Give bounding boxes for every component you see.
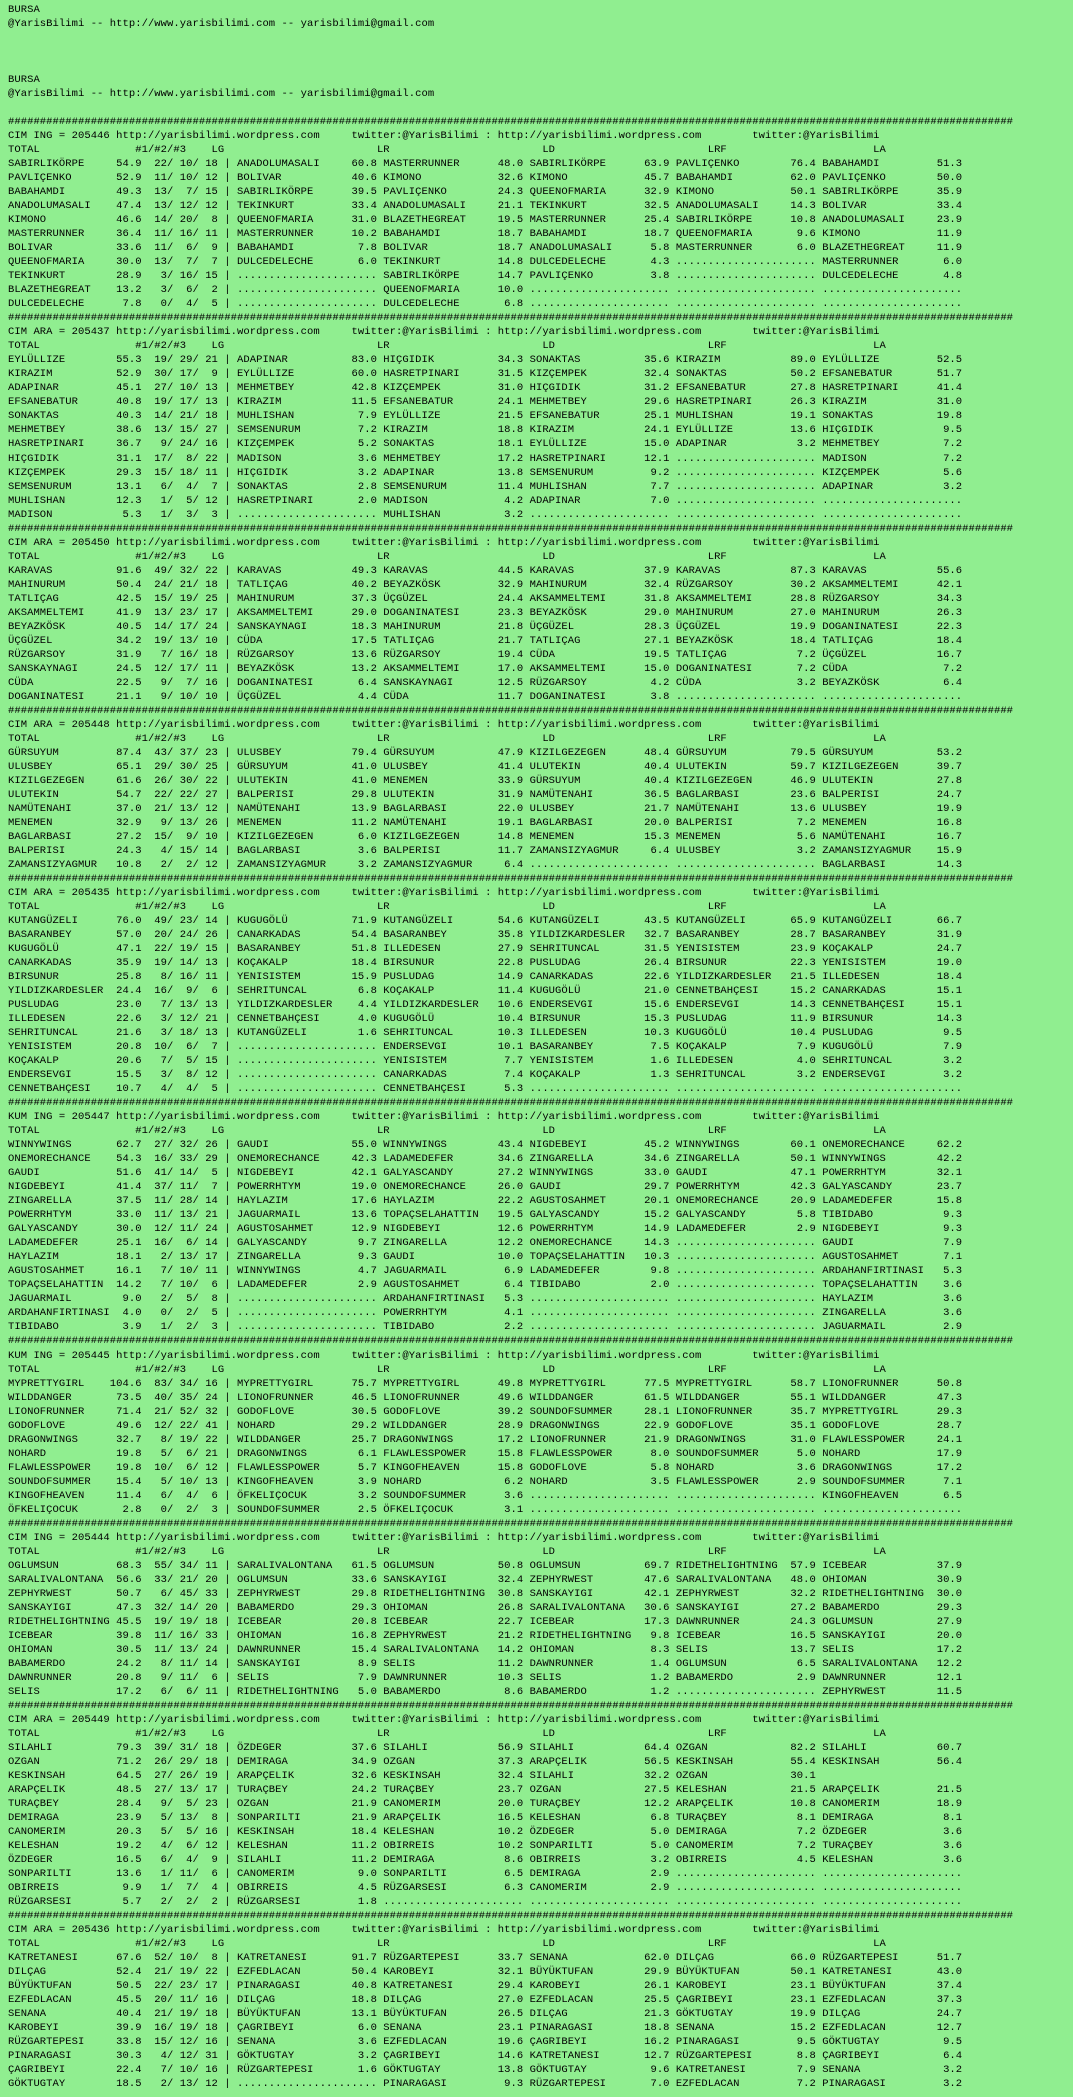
horse-row-line: CANOMERIM 20.3 5/ 5/ 16 | KESKINSAH 18.4 KELESHAN 10.2 ÖZDEGER 5.0 DEMIRAGA 7.2 ÖZDEGER 3.6 [8, 1826, 963, 1839]
horse-row-line: ZINGARELLA 37.5 11/ 28/ 14 | HAYLAZIM 17.6 HAYLAZIM 22.2 AGUSTOSAHMET 20.1 ONEMORECHANCE 20.9 LADAMEDEFER 15.8 [8, 1195, 963, 1208]
blank-line [8, 45, 1073, 59]
horse-row-line: FLAWLESSPOWER 19.8 10/ 6/ 12 | FLAWLESSPOWER 5.7 KINGOFHEAVEN 15.8 GODOFLOVE 5.8 NOHARD 3.6 DRAGONWINGS 17.2 [8, 1461, 963, 1474]
horse-row-line: LIONOFRUNNER 71.4 21/ 52/ 32 | GODOFLOVE 30.5 GODOFLOVE 39.2 SOUNDOFSUMMER 28.1 LIONOFRUNNER 35.7 MYPRETTYGIRL 29.3 [8, 1405, 963, 1418]
horse-row-line: PINARAGASI 30.3 4/ 12/ 31 | GÖKTUGTAY 3.2 ÇAGRIBEYI 14.6 KATRETANESI 12.7 RÜZGARTEPESI 8.8 ÇAGRIBEYI 6.4 [8, 2050, 963, 2063]
horse-row-line: OZGAN 71.2 26/ 29/ 18 | DEMIRAGA 34.9 OZGAN 37.3 ARAPÇELIK 56.5 KESKINSAH 55.4 KESKINSAH 56.4 [8, 1755, 963, 1768]
column-header-line: TOTAL #1/#2/#3 LG LR LD LRF LA [8, 1727, 886, 1740]
horse-row-line: MENEMEN 32.9 9/ 13/ 26 | MENEMEN 11.2 NAMÜTENAHI 19.1 BAGLARBASI 20.0 BALPERISI 7.2 MENEMEN 16.8 [8, 816, 963, 829]
horse-row-line: ÜÇGÜZEL 34.2 19/ 13/ 10 | CÜDA 17.5 TATLIÇAG 21.7 TATLIÇAG 27.1 BEYAZKÖSK 18.4 TATLIÇAG 18.4 [8, 634, 963, 647]
horse-row-line: ARDAHANFIRTINASI 4.0 0/ 2/ 5 | ...................... POWERRHTYM 4.1 ...................... ...................... ZINGARELLA 3.6 [8, 1307, 963, 1320]
horse-row-line: BABAMERDO 24.2 8/ 11/ 14 | SANSKAYIGI 8.9 SELIS 11.2 DAWNRUNNER 1.4 OGLUMSUN 6.5 SARALIVALONTANA 12.2 [8, 1657, 963, 1670]
horse-row-line: KINGOFHEAVEN 11.4 6/ 4/ 6 | ÖFKELIÇOCUK 3.2 SOUNDOFSUMMER 3.6 ...................... ...................... KINGOFHEAVEN 6.5 [8, 1489, 963, 1502]
race-header-line: CIM ARA = 205435 http://yarisbilimi.wordpress.com twitter:@YarisBilimi : http://yarisbilimi.wordpress.com twitter:@YarisBilimi [8, 886, 880, 899]
horse-row-line: SARALIVALONTANA 56.6 33/ 21/ 20 | OGLUMSUN 33.6 SANSKAYIGI 32.4 ZEPHYRWEST 47.6 SARALIVALONTANA 48.0 OHIOMAN 30.9 [8, 1573, 963, 1586]
horse-row-line: OGLUMSUN 68.3 55/ 34/ 11 | SARALIVALONTANA 61.5 OGLUMSUN 50.8 OGLUMSUN 69.7 RIDETHELIGHTNING 57.9 ICEBEAR 37.9 [8, 1559, 963, 1572]
horse-row-line: SANSKAYNAGI 24.5 12/ 17/ 11 | BEYAZKÖSK 13.2 AKSAMMELTEMI 17.0 AKSAMMELTEMI 15.0 DOGANINATESI 7.2 CÜDA 7.2 [8, 662, 963, 675]
horse-row-line: ONEMORECHANCE 54.3 16/ 33/ 29 | ONEMORECHANCE 42.3 LADAMEDEFER 34.6 ZINGARELLA 34.6 ZINGARELLA 50.1 WINNYWINGS 42.2 [8, 1153, 963, 1166]
horse-row-line: MAHINURUM 50.4 24/ 21/ 18 | TATLIÇAG 40.2 BEYAZKÖSK 32.9 MAHINURUM 32.4 RÜZGARSOY 30.2 AKSAMMELTEMI 42.1 [8, 578, 963, 591]
horse-row-line: ÇAGRIBEYI 22.4 7/ 10/ 16 | RÜZGARTEPESI 1.6 GÖKTUGTAY 13.8 GÖKTUGTAY 9.6 KATRETANESI 7.9 SENANA 3.2 [8, 2064, 963, 2077]
separator-line: ############################################################################################################################################################## [8, 1517, 1014, 1530]
horse-row-line: RÜZGARTEPESI 33.8 15/ 12/ 16 | SENANA 3.6 EZFEDLACAN 19.6 ÇAGRIBEYI 16.2 PINARAGASI 9.5 GÖKTUGTAY 9.5 [8, 2036, 963, 2049]
blank-line [8, 31, 1073, 45]
horse-row-line: DAWNRUNNER 20.8 9/ 11/ 6 | SELIS 7.9 DAWNRUNNER 10.3 SELIS 1.2 BABAMERDO 2.9 DAWNRUNNER 12.1 [8, 1671, 963, 1684]
horse-row-line: KOÇAKALP 20.6 7/ 5/ 15 | ...................... YENISISTEM 7.7 YENISISTEM 1.6 ILLEDESEN 4.0 SEHRITUNCAL 3.2 [8, 1055, 963, 1068]
separator-line: ############################################################################################################################################################## [8, 116, 1014, 129]
race-header-line: CIM ING = 205446 http://yarisbilimi.wordpress.com twitter:@YarisBilimi : http://yarisbilimi.wordpress.com twitter:@YarisBilimi [8, 130, 880, 143]
separator-line: ############################################################################################################################################################## [8, 872, 1014, 885]
column-header-line: TOTAL #1/#2/#3 LG LR LD LRF LA [8, 550, 886, 563]
horse-row-line: KATRETANESI 67.6 52/ 10/ 8 | KATRETANESI 91.7 RÜZGARTEPESI 33.7 SENANA 62.0 DILÇAG 66.0 RÜZGARTEPESI 51.7 [8, 1952, 963, 1965]
horse-row-line: MASTERRUNNER 36.4 11/ 16/ 11 | MASTERRUNNER 10.2 BABAHAMDI 18.7 BABAHAMDI 18.7 QUEENOFMARIA 9.6 KIMONO 11.9 [8, 228, 963, 241]
race-header-line: CIM ARA = 205448 http://yarisbilimi.wordpress.com twitter:@YarisBilimi : http://yarisbilimi.wordpress.com twitter:@YarisBilimi [8, 718, 880, 731]
horse-row-line: SOUNDOFSUMMER 15.4 5/ 10/ 13 | KINGOFHEAVEN 3.9 NOHARD 6.2 NOHARD 3.5 FLAWLESSPOWER 2.9 SOUNDOFSUMMER 7.1 [8, 1475, 963, 1488]
separator-line: ############################################################################################################################################################## [8, 1097, 1014, 1110]
horse-row-line: WILDDANGER 73.5 40/ 35/ 24 | LIONOFRUNNER 46.5 LIONOFRUNNER 49.6 WILDDANGER 61.5 WILDDANGER 55.1 WILDDANGER 47.3 [8, 1391, 963, 1404]
horse-row-line: BOLIVAR 33.6 11/ 6/ 9 | BABAHAMDI 7.8 BOLIVAR 18.7 ANADOLUMASALI 5.8 MASTERRUNNER 6.0 BLAZETHEGREAT 11.9 [8, 242, 963, 255]
horse-row-line: RIDETHELIGHTNING 45.5 19/ 19/ 18 | ICEBEAR 20.8 ICEBEAR 22.7 ICEBEAR 17.3 DAWNRUNNER 24.3 OGLUMSUN 27.9 [8, 1615, 963, 1628]
horse-row-line: KIZILGEZEGEN 61.6 26/ 30/ 22 | ULUTEKIN 41.0 MENEMEN 33.9 GÜRSUYUM 40.4 KIZILGEZEGEN 46.9 ULUTEKIN 27.8 [8, 774, 963, 787]
horse-row-line: PAVLIÇENKO 52.9 11/ 10/ 12 | BOLIVAR 40.6 KIMONO 32.6 KIMONO 45.7 BABAHAMDI 62.0 PAVLIÇENKO 50.0 [8, 172, 963, 185]
horse-row-line: TEKINKURT 28.9 3/ 16/ 15 | ...................... SABIRLIKÖRPE 14.7 PAVLIÇENKO 3.8 ...................... DULCEDELECHE 4.8 [8, 270, 963, 283]
text-line: @YarisBilimi -- http://www.yarisbilimi.com -- yarisbilimi@gmail.com [8, 18, 435, 31]
horse-row-line: KUTANGÜZELI 76.0 49/ 23/ 14 | KUGUGÖLÜ 71.9 KUTANGÜZELI 54.6 KUTANGÜZELI 43.5 KUTANGÜZELI 65.9 KUTANGÜZELI 66.7 [8, 915, 963, 928]
horse-row-line: BIRSUNUR 25.8 8/ 16/ 11 | YENISISTEM 15.9 PUSLUDAG 14.9 CANARKADAS 22.6 YILDIZKARDESLER 21.5 ILLEDESEN 18.4 [8, 971, 963, 984]
race-header-line: KUM ING = 205447 http://yarisbilimi.wordpress.com twitter:@YarisBilimi : http://yarisbilimi.wordpress.com twitter:@YarisBilimi [8, 1111, 880, 1124]
horse-row-line: KESKINSAH 64.5 27/ 26/ 19 | ARAPÇELIK 32.6 KESKINSAH 32.4 SILAHLI 32.2 OZGAN 30.1 [8, 1769, 816, 1782]
column-header-line: TOTAL #1/#2/#3 LG LR LD LRF LA [8, 340, 886, 353]
horse-row-line: ANADOLUMASALI 47.4 13/ 12/ 12 | TEKINKURT 33.4 ANADOLUMASALI 21.1 TEKINKURT 32.5 ANADOLUMASALI 14.3 BOLIVAR 33.4 [8, 200, 963, 213]
horse-row-line: KARAVAS 91.6 49/ 32/ 22 | KARAVAS 49.3 KARAVAS 44.5 KARAVAS 37.9 KARAVAS 87.3 KARAVAS 55.6 [8, 564, 963, 577]
horse-row-line: ZAMANSIZYAGMUR 10.8 2/ 2/ 12 | ZAMANSIZYAGMUR 3.2 ZAMANSIZYAGMUR 6.4 ...................... ...................... BAGLARBASI 14.3 [8, 858, 963, 871]
race-header-line: CIM ARA = 205436 http://yarisbilimi.wordpress.com twitter:@YarisBilimi : http://yarisbilimi.wordpress.com twitter:@YarisBilimi [8, 1924, 880, 1937]
horse-row-line: HASRETPINARI 36.7 9/ 24/ 16 | KIZÇEMPEK 5.2 SONAKTAS 18.1 EYLÜLLIZE 15.0 ADAPINAR 3.2 MEHMETBEY 7.2 [8, 438, 963, 451]
text-line: @YarisBilimi -- http://www.yarisbilimi.com -- yarisbilimi@gmail.com [8, 88, 435, 101]
race-header-line: KUM ING = 205445 http://yarisbilimi.wordpress.com twitter:@YarisBilimi : http://yarisbilimi.wordpress.com twitter:@YarisBilimi [8, 1349, 880, 1362]
horse-row-line: SANSKAYIGI 47.3 32/ 14/ 20 | BABAMERDO 29.3 OHIOMAN 26.8 SARALIVALONTANA 30.6 SANSKAYIGI 27.2 BABAMERDO 29.3 [8, 1601, 963, 1614]
horse-row-line: BLAZETHEGREAT 13.2 3/ 6/ 2 | ...................... QUEENOFMARIA 10.0 ...................... ...................... ...................... [8, 284, 963, 297]
race-header-line: CIM ING = 205444 http://yarisbilimi.wordpress.com twitter:@YarisBilimi : http://yarisbilimi.wordpress.com twitter:@YarisBilimi [8, 1531, 880, 1544]
text-line: BURSA [8, 74, 40, 87]
horse-row-line: WINNYWINGS 62.7 27/ 32/ 26 | GAUDI 55.0 WINNYWINGS 43.4 NIGDEBEYI 45.2 WINNYWINGS 60.1 ONEMORECHANCE 62.2 [8, 1139, 963, 1152]
horse-row-line: SEMSENURUM 13.1 6/ 4/ 7 | SONAKTAS 2.8 SEMSENURUM 11.4 MUHLISHAN 7.7 ...................... ADAPINAR 3.2 [8, 480, 963, 493]
horse-row-line: ÖFKELIÇOCUK 2.8 0/ 2/ 3 | SOUNDOFSUMMER 2.5 ÖFKELIÇOCUK 3.1 ...................... ...................... ...................... [8, 1503, 963, 1516]
separator-line: ############################################################################################################################################################## [8, 1699, 1014, 1712]
horse-row-line: EFSANEBATUR 40.8 19/ 17/ 13 | KIRAZIM 11.5 EFSANEBATUR 24.1 MEHMETBEY 29.6 HASRETPINARI 26.3 KIRAZIM 31.0 [8, 396, 963, 409]
horse-row-line: BAGLARBASI 27.2 15/ 9/ 10 | KIZILGEZEGEN 6.0 KIZILGEZEGEN 14.8 MENEMEN 15.3 MENEMEN 5.6 NAMÜTENAHI 16.7 [8, 830, 963, 843]
horse-row-line: TATLIÇAG 42.5 15/ 19/ 25 | MAHINURUM 37.3 ÜÇGÜZEL 24.4 AKSAMMELTEMI 31.8 AKSAMMELTEMI 28.8 RÜZGARSOY 34.3 [8, 592, 963, 605]
horse-row-line: GÜRSUYUM 87.4 43/ 37/ 23 | ULUSBEY 79.4 GÜRSUYUM 47.9 KIZILGEZEGEN 48.4 GÜRSUYUM 79.5 GÜRSUYUM 53.2 [8, 746, 963, 759]
horse-row-line: JAGUARMAIL 9.0 2/ 5/ 8 | ...................... ARDAHANFIRTINASI 5.3 ...................... ...................... HAYLAZIM 3.6 [8, 1293, 963, 1306]
horse-row-line: KIMONO 46.6 14/ 20/ 8 | QUEENOFMARIA 31.0 BLAZETHEGREAT 19.5 MASTERRUNNER 25.4 SABIRLIKÖRPE 10.8 ANADOLUMASALI 23.9 [8, 214, 963, 227]
horse-row-line: BALPERISI 24.3 4/ 15/ 14 | BAGLARBASI 3.6 BALPERISI 11.7 ZAMANSIZYAGMUR 6.4 ULUSBEY 3.2 ZAMANSIZYAGMUR 15.9 [8, 844, 963, 857]
horse-row-line: KAROBEYI 39.9 16/ 19/ 18 | ÇAGRIBEYI 6.0 SENANA 23.1 PINARAGASI 18.8 SENANA 15.2 EZFEDLACAN 12.7 [8, 2022, 963, 2035]
horse-row-line: CANARKADAS 35.9 19/ 14/ 13 | KOÇAKALP 18.4 BIRSUNUR 22.8 PUSLUDAG 26.4 BIRSUNUR 22.3 YENISISTEM 19.0 [8, 957, 963, 970]
horse-row-line: BABAHAMDI 49.3 13/ 7/ 15 | SABIRLIKÖRPE 39.5 PAVLIÇENKO 24.3 QUEENOFMARIA 32.9 KIMONO 50.1 SABIRLIKÖRPE 35.9 [8, 186, 963, 199]
horse-row-line: DILÇAG 52.4 21/ 19/ 22 | EZFEDLACAN 50.4 KAROBEYI 32.1 BÜYÜKTUFAN 29.9 BÜYÜKTUFAN 50.1 KATRETANESI 43.0 [8, 1966, 963, 1979]
horse-row-line: ICEBEAR 39.8 11/ 16/ 33 | OHIOMAN 16.8 ZEPHYRWEST 21.2 RIDETHELIGHTNING 9.8 ICEBEAR 16.5 SANSKAYIGI 20.0 [8, 1629, 963, 1642]
horse-row-line: KELESHAN 19.2 4/ 6/ 12 | KELESHAN 11.2 OBIRREIS 10.2 SONPARILTI 5.0 CANOMERIM 7.2 TURAÇBEY 3.6 [8, 1840, 963, 1853]
horse-row-line: ILLEDESEN 22.6 3/ 12/ 21 | CENNETBAHÇESI 4.0 KUGUGÖLÜ 10.4 BIRSUNUR 15.3 PUSLUDAG 11.9 BIRSUNUR 14.3 [8, 1013, 963, 1026]
horse-row-line: PUSLUDAG 23.0 7/ 13/ 13 | YILDIZKARDESLER 4.4 YILDIZKARDESLER 10.6 ENDERSEVGI 15.6 ENDERSEVGI 14.3 CENNETBAHÇESI 15.1 [8, 999, 963, 1012]
horse-row-line: DRAGONWINGS 32.7 8/ 19/ 22 | WILDDANGER 25.7 DRAGONWINGS 17.2 LIONOFRUNNER 21.9 DRAGONWINGS 31.0 FLAWLESSPOWER 24.1 [8, 1433, 963, 1446]
horse-row-line: ZEPHYRWEST 50.7 6/ 45/ 33 | ZEPHYRWEST 29.8 RIDETHELIGHTNING 30.8 SANSKAYIGI 42.1 ZEPHYRWEST 32.2 RIDETHELIGHTNING 30.0 [8, 1587, 963, 1600]
horse-row-line: EZFEDLACAN 45.5 20/ 11/ 16 | DILÇAG 18.8 DILÇAG 27.0 EZFEDLACAN 25.5 ÇAGRIBEYI 23.1 EZFEDLACAN 37.3 [8, 1994, 963, 2007]
race-header-line: CIM ARA = 205437 http://yarisbilimi.wordpress.com twitter:@YarisBilimi : http://yarisbilimi.wordpress.com twitter:@YarisBilimi [8, 326, 880, 339]
horse-row-line: KIZÇEMPEK 29.3 15/ 18/ 11 | HIÇGIDIK 3.2 ADAPINAR 13.8 SEMSENURUM 9.2 ...................... KIZÇEMPEK 5.6 [8, 466, 963, 479]
horse-row-line: RÜZGARSOY 31.9 7/ 16/ 18 | RÜZGARSOY 13.6 RÜZGARSOY 19.4 CÜDA 19.5 TATLIÇAG 7.2 ÜÇGÜZEL 16.7 [8, 648, 963, 661]
horse-row-line: MYPRETTYGIRL 104.6 83/ 34/ 16 | MYPRETTYGIRL 75.7 MYPRETTYGIRL 49.8 MYPRETTYGIRL 77.5 MYPRETTYGIRL 58.7 LIONOFRUNNER 50.8 [8, 1377, 963, 1390]
column-header-line: TOTAL #1/#2/#3 LG LR LD LRF LA [8, 1938, 886, 1951]
horse-row-line: DOGANINATESI 21.1 9/ 10/ 10 | ÜÇGÜZEL 4.4 CÜDA 11.7 DOGANINATESI 3.8 ...................... ...................... [8, 690, 963, 703]
horse-row-line: TOPAÇSELAHATTIN 14.2 7/ 10/ 6 | LADAMEDEFER 2.9 AGUSTOSAHMET 6.4 TIBIDABO 2.0 ...................... TOPAÇSELAHATTIN 3.6 [8, 1279, 963, 1292]
horse-row-line: TIBIDABO 3.9 1/ 2/ 3 | ...................... TIBIDABO 2.2 ...................... ...................... JAGUARMAIL 2.9 [8, 1321, 963, 1334]
horse-row-line: GAUDI 51.6 41/ 14/ 5 | NIGDEBEYI 42.1 GALYASCANDY 27.2 WINNYWINGS 33.0 GAUDI 47.1 POWERRHTYM 32.1 [8, 1167, 963, 1180]
horse-row-line: ARAPÇELIK 48.5 27/ 13/ 17 | TURAÇBEY 24.2 TURAÇBEY 23.7 OZGAN 27.5 KELESHAN 21.5 ARAPÇELIK 21.5 [8, 1783, 963, 1796]
horse-row-line: SENANA 40.4 21/ 19/ 18 | BÜYÜKTUFAN 13.1 BÜYÜKTUFAN 26.5 DILÇAG 21.3 GÖKTUGTAY 19.9 DILÇAG 24.7 [8, 2008, 963, 2021]
horse-row-line: DULCEDELECHE 7.8 0/ 4/ 5 | ...................... DULCEDELECHE 6.8 ...................... ...................... ...................... [8, 298, 963, 311]
separator-line: ############################################################################################################################################################## [8, 312, 1014, 325]
horse-row-line: LADAMEDEFER 25.1 16/ 6/ 14 | GALYASCANDY 9.7 ZINGARELLA 12.2 ONEMORECHANCE 14.3 ...................... GAUDI 7.9 [8, 1237, 963, 1250]
horse-row-line: BÜYÜKTUFAN 50.5 22/ 23/ 17 | PINARAGASI 40.8 KATRETANESI 29.4 KAROBEYI 26.1 KAROBEYI 23.1 BÜYÜKTUFAN 37.4 [8, 1980, 963, 1993]
horse-row-line: QUEENOFMARIA 30.0 13/ 7/ 7 | DULCEDELECHE 6.0 TEKINKURT 14.8 DULCEDELECHE 4.3 ...................... MASTERRUNNER 6.0 [8, 256, 963, 269]
horse-row-line: OBIRREIS 9.9 1/ 7/ 4 | OBIRREIS 4.5 RÜZGARSESI 6.3 CANOMERIM 2.9 ...................... ...................... [8, 1882, 963, 1895]
blank-line [8, 59, 1073, 73]
horse-row-line: MUHLISHAN 12.3 1/ 5/ 12 | HASRETPINARI 2.0 MADISON 4.2 ADAPINAR 7.0 ...................... ...................... [8, 494, 963, 507]
race-header-line: CIM ARA = 205449 http://yarisbilimi.wordpress.com twitter:@YarisBilimi : http://yarisbilimi.wordpress.com twitter:@YarisBilimi [8, 1713, 880, 1726]
horse-row-line: RÜZGARSESI 5.7 2/ 2/ 2 | RÜZGARSESI 1.8 ...................... ...................... ...................... ...................... [8, 1896, 963, 1909]
column-header-line: TOTAL #1/#2/#3 LG LR LD LRF LA [8, 732, 886, 745]
horse-row-line: SONAKTAS 40.3 14/ 21/ 18 | MUHLISHAN 7.9 EYLÜLLIZE 21.5 EFSANEBATUR 25.1 MUHLISHAN 19.1 SONAKTAS 19.8 [8, 410, 963, 423]
column-header-line: TOTAL #1/#2/#3 LG LR LD LRF LA [8, 1125, 886, 1138]
horse-row-line: AKSAMMELTEMI 41.9 13/ 23/ 17 | AKSAMMELTEMI 29.0 DOGANINATESI 23.3 BEYAZKÖSK 29.0 MAHINURUM 27.0 MAHINURUM 26.3 [8, 606, 963, 619]
horse-row-line: SILAHLI 79.3 39/ 31/ 18 | ÖZDEGER 37.6 SILAHLI 56.9 SILAHLI 64.4 OZGAN 82.2 SILAHLI 60.7 [8, 1741, 963, 1754]
column-header-line: TOTAL #1/#2/#3 LG LR LD LRF LA [8, 901, 886, 913]
horse-row-line: KUGUGÖLÜ 47.1 22/ 19/ 15 | BASARANBEY 51.8 ILLEDESEN 27.9 SEHRITUNCAL 31.5 YENISISTEM 23.9 KOÇAKALP 24.7 [8, 943, 963, 956]
horse-row-line: MEHMETBEY 38.6 13/ 15/ 27 | SEMSENURUM 7.2 KIRAZIM 18.8 KIRAZIM 24.1 EYLÜLLIZE 13.6 HIÇGIDIK 9.5 [8, 424, 963, 437]
horse-row-line: GÖKTUGTAY 18.5 2/ 13/ 12 | ...................... PINARAGASI 9.3 RÜZGARTEPESI 7.0 EZFEDLACAN 7.2 PINARAGASI 3.2 [8, 2078, 963, 2091]
horse-row-line: ADAPINAR 45.1 27/ 10/ 13 | MEHMETBEY 42.8 KIZÇEMPEK 31.0 HIÇGIDIK 31.2 EFSANEBATUR 27.8 HASRETPINARI 41.4 [8, 382, 963, 395]
horse-row-line: YENISISTEM 20.8 10/ 6/ 7 | ...................... ENDERSEVGI 10.1 BASARANBEY 7.5 KOÇAKALP 7.9 KUGUGÖLÜ 7.9 [8, 1041, 963, 1054]
column-header-line: TOTAL #1/#2/#3 LG LR LD LRF LA [8, 1545, 886, 1558]
race-header-line: CIM ARA = 205450 http://yarisbilimi.wordpress.com twitter:@YarisBilimi : http://yarisbilimi.wordpress.com twitter:@YarisBilimi [8, 536, 880, 549]
horse-row-line: ULUTEKIN 54.7 22/ 22/ 27 | BALPERISI 29.8 ULUTEKIN 31.9 NAMÜTENAHI 36.5 BAGLARBASI 23.6 BALPERISI 24.7 [8, 788, 963, 801]
horse-row-line: MADISON 5.3 1/ 3/ 3 | ...................... MUHLISHAN 3.2 ...................... ...................... ...................... [8, 508, 963, 521]
column-header-line: TOTAL #1/#2/#3 LG LR LD LRF LA [8, 1363, 886, 1376]
separator-line: ############################################################################################################################################################## [8, 704, 1014, 717]
text-line: BURSA [8, 4, 40, 16]
horse-row-line: NIGDEBEYI 41.4 37/ 11/ 7 | POWERRHTYM 19.0 ONEMORECHANCE 26.0 GAUDI 29.7 POWERRHTYM 42.3 GALYASCANDY 23.7 [8, 1181, 963, 1194]
horse-row-line: AGUSTOSAHMET 16.1 7/ 10/ 11 | WINNYWINGS 4.7 JAGUARMAIL 6.9 LADAMEDEFER 9.8 ...................... ARDAHANFIRTINASI 5.3 [8, 1265, 963, 1278]
horse-row-line: ENDERSEVGI 15.5 3/ 8/ 12 | ...................... CANARKADAS 7.4 KOÇAKALP 1.3 SEHRITUNCAL 3.2 ENDERSEVGI 3.2 [8, 1069, 963, 1082]
horse-row-line: NOHARD 19.8 5/ 6/ 21 | DRAGONWINGS 6.1 FLAWLESSPOWER 15.8 FLAWLESSPOWER 8.0 SOUNDOFSUMMER 5.0 NOHARD 17.9 [8, 1447, 963, 1460]
horse-row-line: OHIOMAN 30.5 11/ 13/ 24 | DAWNRUNNER 15.4 SARALIVALONTANA 14.2 OHIOMAN 8.3 SELIS 13.7 SELIS 17.2 [8, 1643, 963, 1656]
horse-row-line: BASARANBEY 57.0 20/ 24/ 26 | CANARKADAS 54.4 BASARANBEY 35.8 YILDIZKARDESLER 32.7 BASARANBEY 28.7 BASARANBEY 31.9 [8, 929, 963, 942]
separator-line: ############################################################################################################################################################## [8, 1335, 1014, 1348]
horse-row-line: YILDIZKARDESLER 24.4 16/ 9/ 6 | SEHRITUNCAL 6.8 KOÇAKALP 11.4 KUGUGÖLÜ 21.0 CENNETBAHÇESI 15.2 CANARKADAS 15.1 [8, 985, 963, 998]
blank-line [8, 101, 1073, 115]
column-header-line: TOTAL #1/#2/#3 LG LR LD LRF LA [8, 144, 886, 157]
horse-row-line: KIRAZIM 52.9 30/ 17/ 9 | EYLÜLLIZE 60.0 HASRETPINARI 31.5 KIZÇEMPEK 32.4 SONAKTAS 50.2 EFSANEBATUR 51.7 [8, 368, 963, 381]
horse-row-line: HAYLAZIM 18.1 2/ 13/ 17 | ZINGARELLA 9.3 GAUDI 10.0 TOPAÇSELAHATTIN 10.3 ...................... AGUSTOSAHMET 7.1 [8, 1251, 963, 1264]
horse-row-line: CÜDA 22.5 9/ 7/ 16 | DOGANINATESI 6.4 SANSKAYNAGI 12.5 RÜZGARSOY 4.2 CÜDA 3.2 BEYAZKÖSK 6.4 [8, 676, 963, 689]
separator-line: ############################################################################################################################################################## [8, 1910, 1014, 1923]
horse-row-line: GODOFLOVE 49.6 12/ 22/ 41 | NOHARD 29.2 WILDDANGER 28.9 DRAGONWINGS 22.9 GODOFLOVE 35.1 GODOFLOVE 28.7 [8, 1419, 963, 1432]
horse-row-line: NAMÜTENAHI 37.0 21/ 13/ 12 | NAMÜTENAHI 13.9 BAGLARBASI 22.0 ULUSBEY 21.7 NAMÜTENAHI 13.6 ULUSBEY 19.9 [8, 802, 963, 815]
horse-row-line: ULUSBEY 65.1 29/ 30/ 25 | GÜRSUYUM 41.0 ULUSBEY 41.4 ULUTEKIN 40.4 ULUTEKIN 59.7 KIZILGEZEGEN 39.7 [8, 760, 963, 773]
horse-row-line: SELIS 17.2 6/ 6/ 11 | RIDETHELIGHTNING 5.0 BABAMERDO 8.6 BABAMERDO 1.2 ...................... ZEPHYRWEST 11.5 [8, 1685, 963, 1698]
horse-row-line: DEMIRAGA 23.9 5/ 13/ 8 | SONPARILTI 21.9 ARAPÇELIK 16.5 KELESHAN 6.8 TURAÇBEY 8.1 DEMIRAGA 8.1 [8, 1812, 963, 1825]
horse-row-line: EYLÜLLIZE 55.3 19/ 29/ 21 | ADAPINAR 83.0 HIÇGIDIK 34.3 SONAKTAS 35.6 KIRAZIM 89.0 EYLÜLLIZE 52.5 [8, 354, 963, 367]
horse-row-line: SEHRITUNCAL 21.6 3/ 18/ 13 | KUTANGÜZELI 1.6 SEHRITUNCAL 10.3 ILLEDESEN 10.3 KUGUGÖLÜ 10.4 PUSLUDAG 9.5 [8, 1027, 963, 1040]
horse-row-line: ÖZDEGER 16.5 6/ 4/ 9 | SILAHLI 11.2 DEMIRAGA 8.6 OBIRREIS 3.2 OBIRREIS 4.5 KELESHAN 3.6 [8, 1854, 963, 1867]
horse-row-line: GALYASCANDY 30.0 12/ 11/ 24 | AGUSTOSAHMET 12.9 NIGDEBEYI 12.6 POWERRHTYM 14.9 LADAMEDEFER 2.9 NIGDEBEYI 9.3 [8, 1223, 963, 1236]
horse-row-line: CENNETBAHÇESI 10.7 4/ 4/ 5 | ...................... CENNETBAHÇESI 5.3 ...................... ...................... ...................... [8, 1083, 963, 1096]
horse-row-line: BEYAZKÖSK 40.5 14/ 17/ 24 | SANSKAYNAGI 18.3 MAHINURUM 21.8 ÜÇGÜZEL 28.3 ÜÇGÜZEL 19.9 DOGANINATESI 22.3 [8, 620, 963, 633]
separator-line: ############################################################################################################################################################## [8, 522, 1014, 535]
horse-row-line: SABIRLIKÖRPE 54.9 22/ 10/ 18 | ANADOLUMASALI 60.8 MASTERRUNNER 48.0 SABIRLIKÖRPE 63.9 PAVLIÇENKO 76.4 BABAHAMDI 51.3 [8, 158, 963, 171]
horse-row-line: TURAÇBEY 28.4 9/ 5/ 23 | OZGAN 21.9 CANOMERIM 20.0 TURAÇBEY 12.2 ARAPÇELIK 10.8 CANOMERIM 18.9 [8, 1798, 963, 1810]
horse-row-line: HIÇGIDIK 31.1 17/ 8/ 22 | MADISON 3.6 MEHMETBEY 17.2 HASRETPINARI 12.1 ...................... MADISON 7.2 [8, 452, 963, 465]
horse-row-line: SONPARILTI 13.6 1/ 11/ 6 | CANOMERIM 9.0 SONPARILTI 6.5 DEMIRAGA 2.9 ...................... ...................... [8, 1868, 963, 1881]
horse-row-line: POWERRHTYM 33.0 11/ 13/ 21 | JAGUARMAIL 13.6 TOPAÇSELAHATTIN 19.5 GALYASCANDY 15.2 GALYASCANDY 5.8 TIBIDABO 9.3 [8, 1209, 963, 1222]
